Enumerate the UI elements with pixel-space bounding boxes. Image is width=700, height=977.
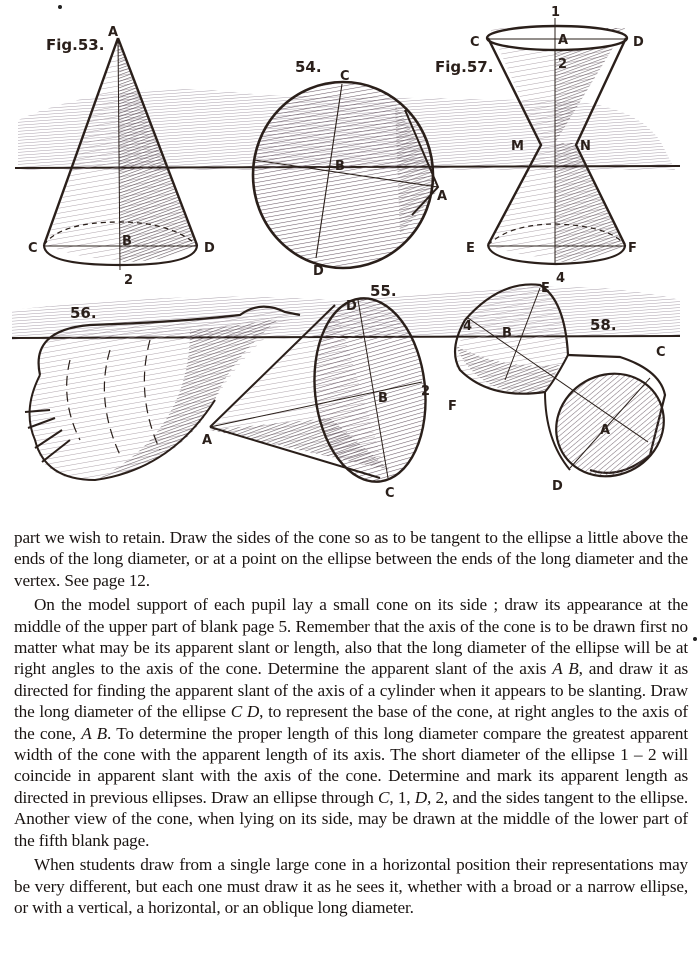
fig57-point-e: E [466,241,475,256]
fig57-caption: Fig.57. [435,58,494,76]
fig54-point-a: A [437,189,448,204]
fig55-point-a: A [202,433,213,448]
fig55-point-2: 2 [421,384,431,399]
fig57-point-a: A [558,33,569,48]
fig53-point-d: D [204,241,215,256]
paragraph-2-part: , 1, [389,787,415,807]
paragraph-2-part: , to represent the base of the cone, at right angles to the axis of the cone, [14,702,688,743]
fig58-point-4-left: 4 [463,319,473,334]
fig57-point-2: 2 [558,57,568,72]
axis-ab-label: A B [552,659,579,679]
fig53-point-b: B [122,234,132,249]
margin-speck [58,5,62,9]
fig55-point-c: C [385,486,395,501]
paragraph-1: part we wish to retain. Draw the sides of the cone so as to be tangent to the ellipse a little above the ends of the long diameter, or at a point on the ellipse between the ends of the long diameter and the vertex. See page 12. [14,528,688,590]
fig55-point-b: B [378,391,388,406]
paragraph-2-part: , 2, and the sides tangent to the ellipse. Another view of the cone, when lying on its side, may be drawn at the middle of the lower part of the fifth blank page. [14,787,688,850]
paragraph-2 [14,594,688,851]
fig58-point-4-top: 4 [556,271,566,286]
fig54-point-d: D [313,264,324,279]
fig53-point-2: 2 [124,273,134,288]
fig53-caption: Fig.53. [46,36,105,54]
paragraph-2-part: . To determine the proper length of this long diameter compare the greatest apparent width of the cone with the apparent length of its axis. The short diameter of the ellipse 1 – 2 will coincide in apparent slant with the axis of the cone. Determine and mark its apparent length as directed in previous ellipses. Draw an ellipse through [14,723,688,807]
fig58-point-b: B [502,326,512,341]
paragraph-2-part: , and draw it as directed for finding the apparent slant of the axis of a cylinder when it appears to be slanting. Draw the long diameter of the ellipse [14,659,688,722]
fig55-caption: 55. [370,282,397,300]
fig58-point-f: F [448,399,457,414]
fig57-point-1: 1 [551,5,561,20]
fig57-point-c: C [470,35,480,50]
margin-speck [693,637,697,641]
point-c-label: C [378,787,390,807]
paragraph-3: When students draw from a single large cone in a horizontal position their representations may be very different, but each one must draw it as he sees it, whether with a broad or a narrow ellipse, or with a vertical, a horizontal, or an oblique long diameter. [14,855,688,917]
fig57-point-n: N [580,139,591,154]
fig56-caption: 56. [70,304,97,322]
fig58-point-e: E [541,281,550,296]
diameter-cd-label: C D [230,702,260,722]
paragraph-2-part: On the model support of each pupil lay a small cone on its side ; draw its appearance at the middle of the upper part of blank page 5. Remember that the axis of the cone is to be drawn first no matter what may be its apparent slant or length, also that the long diameter of the ellipse will be at right angles to the axis of the cone. Determine the apparent slant of the axis [14,595,688,679]
axis-ab-label: A B [81,723,107,743]
fig57-point-m: M [511,139,524,154]
fig57-point-d: D [633,35,644,50]
fig54-point-c: C [340,69,350,84]
fig53-point-c: C [28,241,38,256]
figure-54-cone-end-view [253,58,447,279]
fig57-point-f: F [628,241,637,256]
fig58-point-c: C [656,345,666,360]
fig53-point-a: A [108,25,119,40]
fig58-caption: 58. [590,316,617,334]
fig54-caption: 54. [295,58,322,76]
fig58-point-a: A [600,423,611,438]
fig55-point-d: D [346,299,357,314]
body-text [14,527,688,918]
point-d-label: D [414,787,428,807]
fig58-point-d: D [552,479,563,494]
fig54-point-b: B [335,159,345,174]
